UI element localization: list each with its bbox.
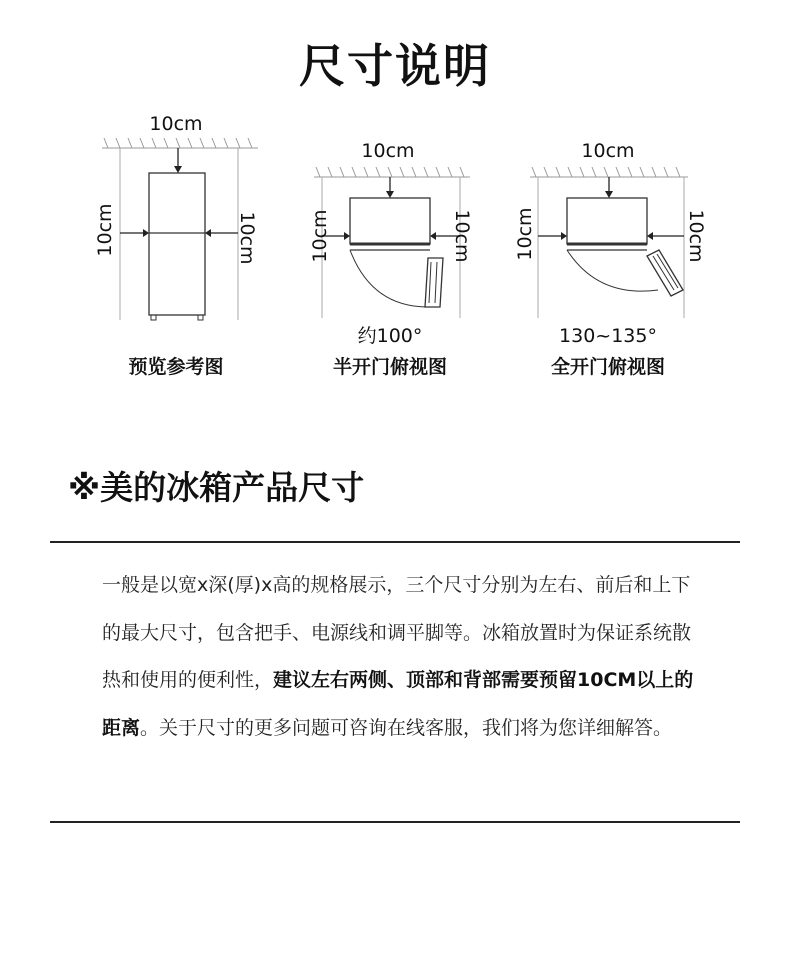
diagram-caption: 全开门俯视图: [550, 356, 666, 378]
top-gap-label: 10cm: [361, 140, 415, 162]
page-title: 尺寸说明: [299, 39, 491, 93]
half-open-figure: [302, 100, 482, 390]
full-open-top-view-diagram: [514, 100, 710, 390]
size-description: [102, 562, 698, 752]
door-angle-label: 130~135°: [559, 325, 657, 347]
right-gap-label: 10cm: [685, 209, 707, 263]
left-gap-label: 10cm: [309, 209, 331, 263]
left-gap-label: 10cm: [514, 207, 536, 261]
divider-top: [50, 541, 740, 543]
description-emphasis: 建议左右两侧、顶部和背部需要预留10CM以上的距离: [102, 669, 694, 739]
half-open-top-view-diagram: [302, 100, 482, 390]
full-open-figure: [514, 100, 710, 390]
front-view-figure: [90, 100, 270, 390]
section-heading: ※美的冰箱产品尺寸: [68, 468, 365, 507]
top-gap-label: 10cm: [149, 113, 203, 135]
right-gap-label: 10cm: [451, 209, 473, 263]
top-gap-label: 10cm: [581, 140, 635, 162]
door-angle-label: 约100°: [357, 325, 423, 347]
divider-bottom: [50, 821, 740, 823]
front-view-diagram: [90, 100, 270, 390]
description-text-end: 。关于尺寸的更多问题可咨询在线客服，我们将为您详细解答。: [140, 716, 673, 739]
diagram-caption: 半开门俯视图: [332, 356, 448, 378]
right-gap-label: 10cm: [236, 211, 258, 265]
description-text: 一般是以宽x深(厚)x高的规格展示，三个尺寸分别为左右、前后和上下的最大尺寸，包含把手、电源线和调平脚等。冰箱放置时为保证系统散热和使用的便利性，: [102, 574, 692, 691]
left-gap-label: 10cm: [94, 203, 116, 257]
diagram-caption: 预览参考图: [128, 356, 224, 378]
